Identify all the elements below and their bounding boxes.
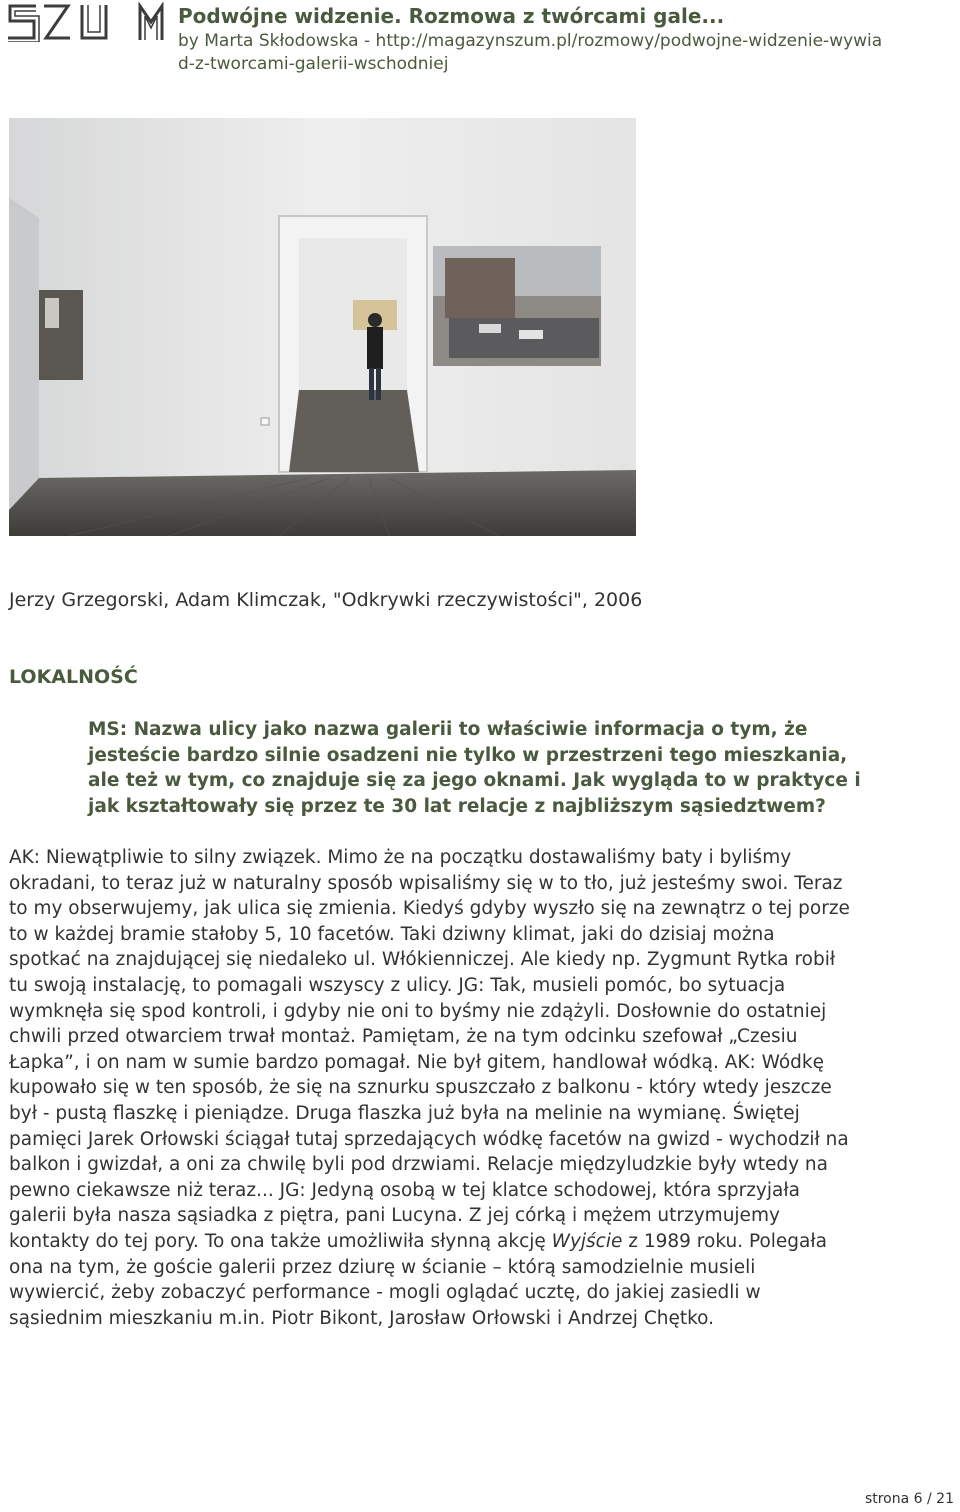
question-line: jesteście bardzo silnie osadzeni nie tylko w przestrzeni tego mieszkania, — [88, 744, 848, 766]
answer-line: sąsiednim mieszkaniu m.in. Piotr Bikont, Jarosław Orłowski i Andrzej Chętko. — [9, 1307, 715, 1329]
answer-line: to w każdej bramie stałoby 5, 10 facetów. Taki dziwny klimat, jaki do dzisiaj można — [9, 923, 775, 945]
answer-line: spotkać na znajdującej się niedaleko ul. Włókienniczej. Ale kiedy np. Zygmunt Rytka robił — [9, 949, 836, 971]
answer-line: pamięci Jarek Orłowski ściągał tutaj sprzedających wódkę facetów na gwizd - wychodził na — [9, 1128, 849, 1150]
answer-line: okradani, to teraz już w naturalny sposób wpisaliśmy się w to tło, już jesteśmy swoi. Teraz — [9, 872, 843, 894]
answer-line: tu swoją instalację, to pomagali wszyscy z ulicy. JG: Tak, musieli pomóc, bo sytuacja — [9, 974, 786, 996]
answer-line: wymknęła się spod kontroli, i gdyby nie oni to byśmy nie zdążyli. Dosłownie do ostatniej — [9, 1000, 827, 1022]
answer-line — [9, 1229, 957, 1255]
answer-line: wywiercić, żeby zobaczyć performance - mogli oglądać ucztę, do jakiej zasiedli w — [9, 1282, 761, 1304]
answer-line-start: kontakty do tej pory. To ona także umożliwiła słynną akcję — [9, 1230, 552, 1252]
byline-line[interactable]: by Marta Skłodowska - http://magazynszum.pl/rozmowy/podwojne-widzenie-wywia — [178, 31, 883, 51]
answer-line: Łapka”, i on nam w sumie bardzo pomagał. Nie był gitem, handlował wódką. AK: Wódkę — [9, 1051, 825, 1073]
byline — [178, 30, 958, 76]
answer-line: galerii była nasza sąsiadka z piętra, pani Lucyna. Z jej córką i mężem utrzymujemy — [9, 1205, 780, 1227]
szum-logo-icon — [4, 2, 166, 42]
answer-line: był - pustą flaszkę i pieniądze. Druga flaszka już była na melinie na wymianę. Świętej — [9, 1102, 800, 1124]
question-line: MS: Nazwa ulicy jako nazwa galerii to właściwie informacja o tym, że — [88, 719, 808, 740]
answer-line: chwili przed otwarciem trwał montaż. Pamiętam, że na tym odcinku szefował „Czesiu — [9, 1026, 798, 1048]
question-line: jak kształtowały się przez te 30 lat relacje z najbliższym sąsiedztwem? — [88, 795, 826, 817]
answer-line: kupowało się w ten sposób, że się na sznurku spuszczało z balkonu - który wtedy jeszcze — [9, 1077, 832, 1099]
section-heading: LOKALNOŚĆ — [9, 666, 138, 688]
answer-line: ona na tym, że goście galerii przez dziurę w ścianie – którą samodzielnie musieli — [9, 1256, 756, 1278]
document-title: Podwójne widzenie. Rozmowa z twórcami gale... — [178, 4, 725, 28]
question-line: ale też w tym, co znajduje się za jego oknami. Jak wygląda to w praktyce i — [88, 770, 861, 792]
answer-line-end: z 1989 roku. Polegała — [622, 1230, 827, 1252]
answer-line: pewno ciekawsze niż teraz... JG: Jedyną osobą w tej klatce schodowej, która sprzyjała — [9, 1179, 800, 1201]
answer-line: AK: Niewątpliwie to silny związek. Mimo że na początku dostawaliśmy baty i byliśmy — [9, 847, 792, 868]
byline-line[interactable]: d-z-tworcami-galerii-wschodniej — [178, 54, 449, 74]
interview-answer — [9, 845, 957, 1331]
interview-question — [88, 717, 953, 819]
event-title-wyjscie: Wyjście — [551, 1230, 623, 1252]
answer-line: balkon i gwizdał, a oni za chwilę byli pod drzwiami. Relacje międzyludzkie były wtedy na — [9, 1154, 828, 1176]
photo-caption: Jerzy Grzegorski, Adam Klimczak, "Odkrywki rzeczywistości", 2006 — [9, 589, 643, 611]
gallery-interior-photo-icon — [9, 118, 636, 536]
answer-line: to my obserwujemy, jak ulica się zmienia. Kiedyś gdyby wyszło się na zewnątrz o tej porze — [9, 898, 850, 920]
page-number: strona 6 / 21 — [864, 1491, 954, 1507]
